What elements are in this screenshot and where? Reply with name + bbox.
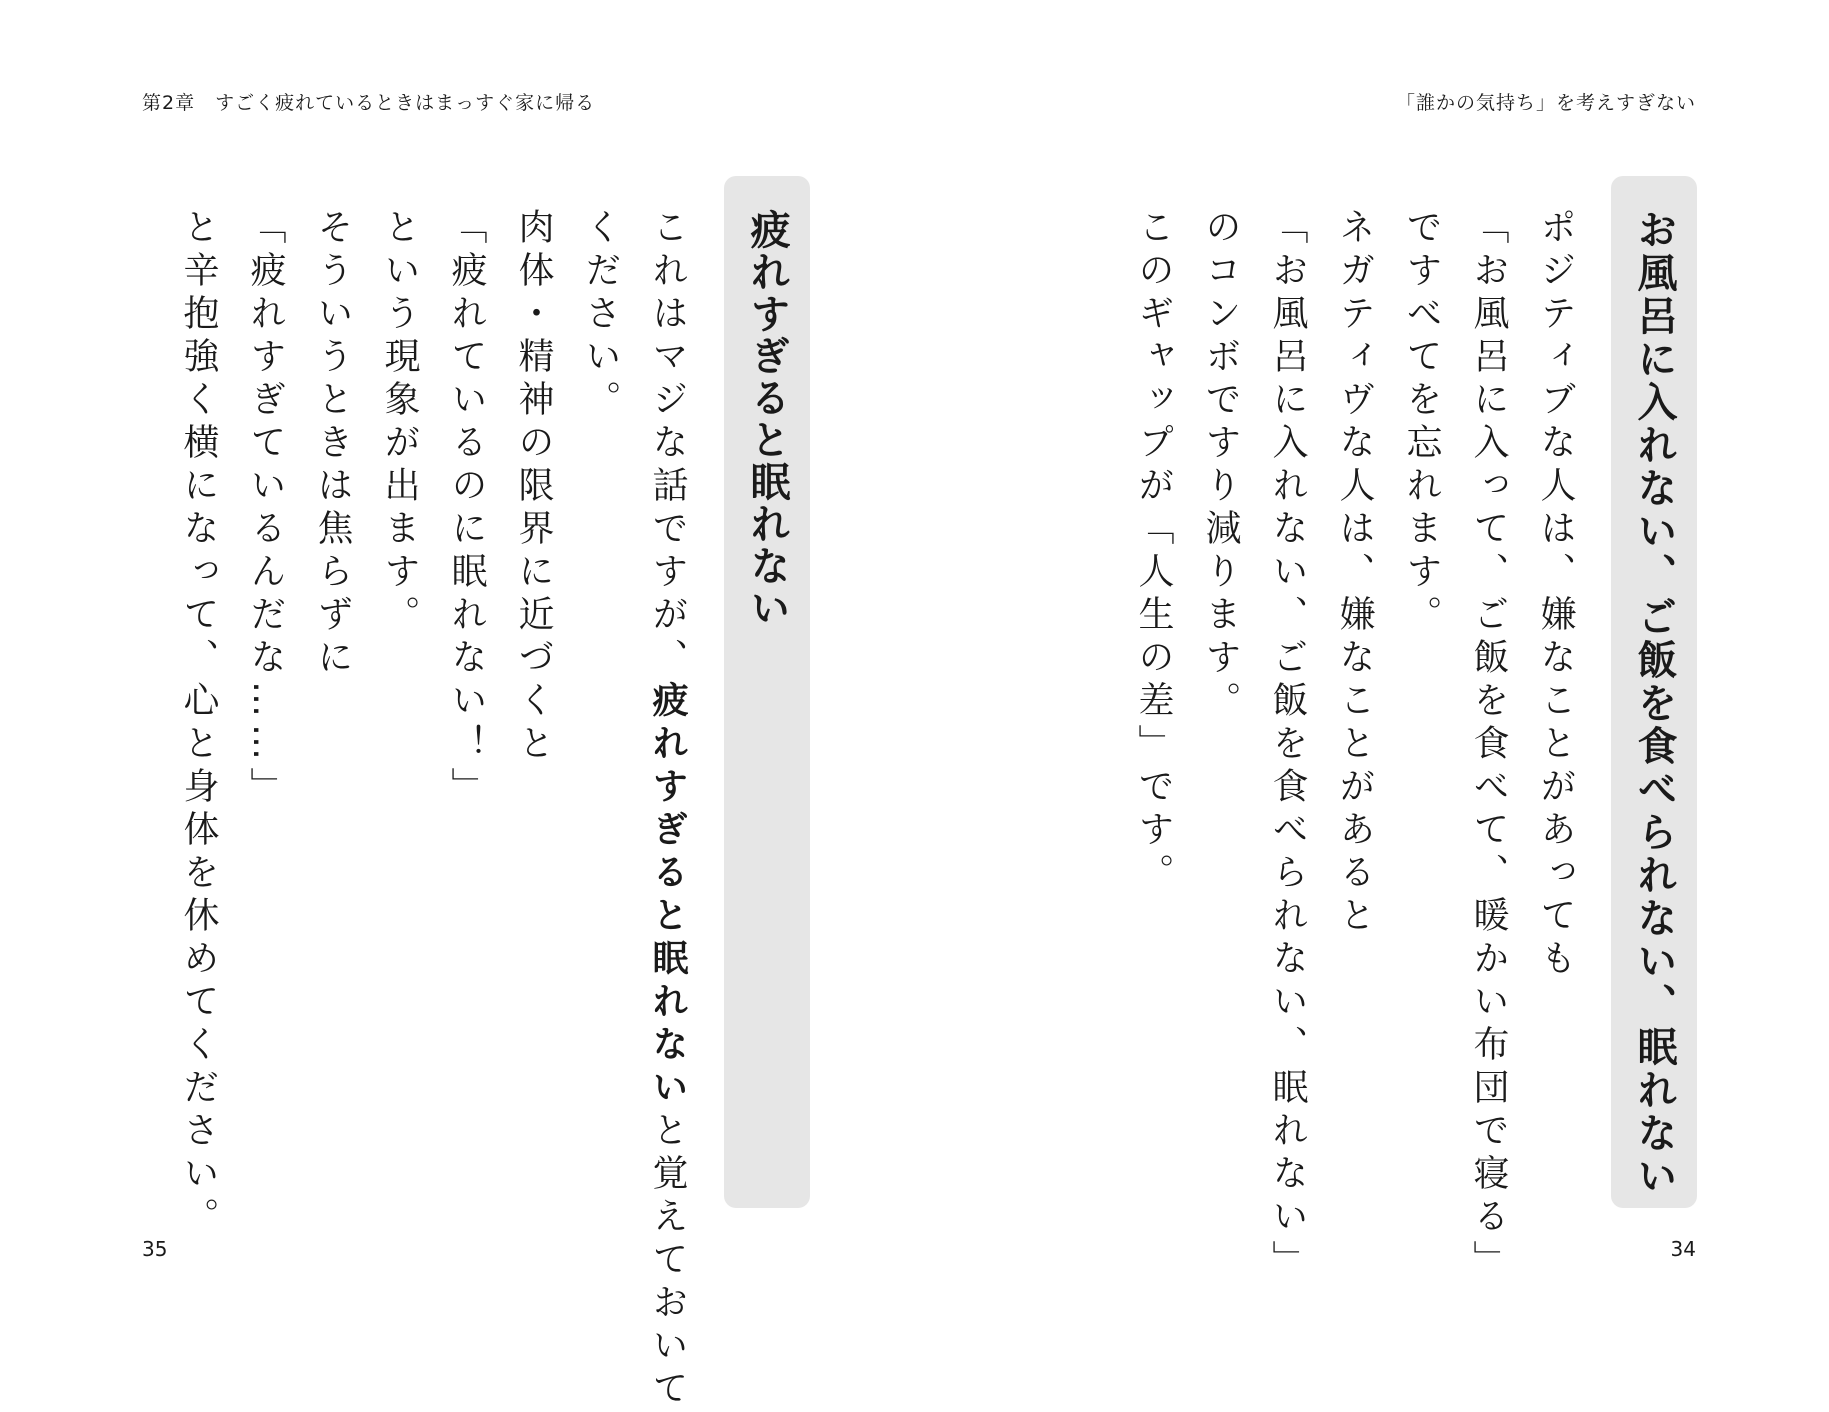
body-line-1: [645, 208, 689, 1412]
body-line-7: 「疲れすぎているんだな……」: [245, 208, 286, 810]
left-page: [0, 0, 914, 1412]
page-number: 35: [142, 1237, 168, 1261]
body-line-2: 「お風呂に入って、ご飯を食べて、暖かい布団で寝る」: [1468, 208, 1509, 1283]
body-line-2: ください。: [580, 208, 621, 423]
body-line-3: 肉体・精神の限界に近づくと: [513, 208, 554, 767]
body-line-1: ポジティブな人は、嫌なことがあっても: [1535, 208, 1576, 982]
section-heading: 疲れすぎると眠れない: [744, 209, 790, 629]
page-number: 34: [1670, 1237, 1696, 1261]
body-line-5: 「お風呂に入れない、ご飯を食べられない、眠れない」: [1267, 208, 1308, 1283]
body-line-6: のコンボですり減ります。: [1200, 208, 1241, 724]
body-line-4: 「疲れているのに眠れない！」: [446, 208, 487, 810]
body-line-8: と辛抱強く横になって、心と身体を休めてください。: [178, 208, 219, 1240]
right-page: [915, 0, 1829, 1350]
body-line-3: ですべてを忘れます。: [1401, 208, 1442, 638]
body-line-1-emphasis: 疲れすぎると眠れない: [647, 681, 688, 1111]
body-line-6: そういうときは焦らずに: [312, 208, 353, 681]
body-line-1-end: と覚えておいて: [647, 1111, 688, 1412]
section-heading: お風呂に入れない、ご飯を食べられない、眠れない: [1631, 209, 1677, 1198]
body-line-4: ネガティヴな人は、嫌なことがあると: [1334, 208, 1375, 939]
body-line-5: という現象が出ます。: [379, 208, 420, 638]
body-line-7: このギャップが「人生の差」です。: [1133, 208, 1174, 896]
running-head-section: 「誰かの気持ち」を考えすぎない: [1395, 92, 1696, 114]
body-line-1-start: これはマジな話ですが、: [647, 208, 688, 681]
running-head-chapter: 第2章 すごく疲れているときはまっすぐ家に帰る: [142, 92, 596, 114]
